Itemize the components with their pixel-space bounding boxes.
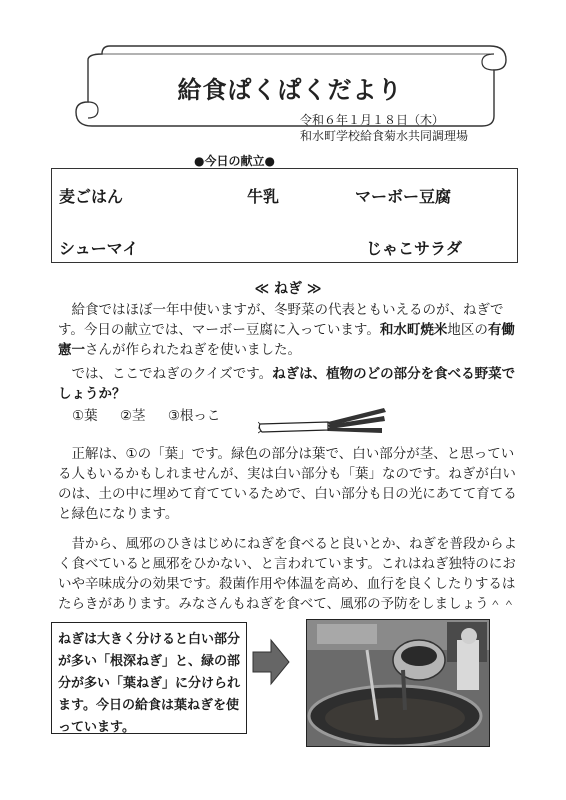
- health-paragraph: 昔から、風邪のひきはじめにねぎを食べると良いとか、ねぎを普段からよく食べていると風邪をひかない、と言われています。これはねぎ独特のにおいや辛味成分の効果です。殺菌作用や体温を高め、血行を良くしたりするはたらきがあります。みなさんもねぎを食べて、風邪の予防をしましょう＾＾: [58, 536, 517, 612]
- quiz-choice: ②茎: [119, 408, 146, 424]
- menu-item: 麦ごはん: [59, 187, 124, 206]
- menu-heading: ●今日の献立●: [194, 154, 275, 168]
- leek-illustration: [258, 402, 388, 438]
- organization-name: 和水町学校給食菊水共同調理場: [300, 129, 469, 143]
- menu-item: じゃこサラダ: [366, 239, 462, 258]
- quiz-choice: ①葉: [72, 408, 98, 424]
- answer-paragraph: 正解は、①の「葉」です。緑色の部分は葉で、白い部分が茎、と思っている人もいるかもしれませんが、実は白い部分も「葉」なのです。ねぎが白いのは、土の中に埋めて育てているためで、白い部分も日の光にあてて育てると緑色になります。: [58, 446, 517, 522]
- article-title: ≪ ねぎ ≫: [254, 281, 322, 297]
- leek-type-note: ねぎは大きく分けると白い部分が多い「根深ねぎ」と、緑の部分が多い「葉ねぎ」に分けられます。今日の給食は葉ねぎを使っています。: [51, 622, 247, 734]
- issue-date: 令和６年１月１８日（木）: [300, 113, 445, 127]
- quiz-paragraph: では、ここでねぎのクイズです。ねぎは、植物のどの部分を食べる野菜でしょうか？: [58, 366, 516, 402]
- newsletter-title: 給食ぱくぱくだより: [177, 76, 403, 104]
- menu-item: マーボー豆腐: [355, 187, 452, 206]
- menu-item: 牛乳: [247, 187, 280, 206]
- quiz-choice: ③根っこ: [167, 408, 221, 424]
- article-paragraph: 給食ではほぼ一年中使いますが、冬野菜の代表ともいえるのが、ねぎです。今日の献立では、マーボー豆腐に入っています。和水町焼米地区の有働憲一さんが作られたねぎを使いました。: [58, 302, 515, 358]
- menu-item: シューマイ: [59, 239, 139, 258]
- quiz-choices: [72, 404, 238, 424]
- arrow-right-icon: [251, 636, 291, 688]
- cooking-photo: [306, 619, 490, 747]
